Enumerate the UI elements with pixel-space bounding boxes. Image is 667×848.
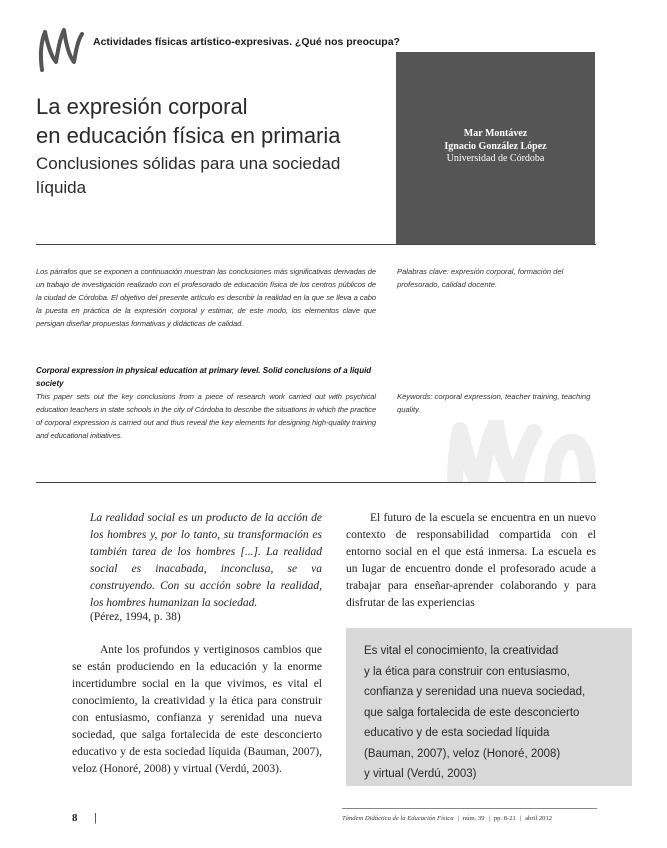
footer-sep: | [488, 815, 490, 822]
author-name-1: Mar Montávez [463, 128, 528, 139]
tandem-watermark-icon [440, 420, 600, 482]
article-subtitle: Conclusiones sólidas para una sociedad líquida [36, 154, 341, 197]
epigraph-quote: La realidad social es un producto de la acción de los hombres y, por lo tanto, su transformación es también tarea de los hombres [...]. La realidad social es inacabada, inconclusa, se va construyendo. Con su acción sobre la realidad, los hombres humanizan la sociedad. [90, 512, 322, 609]
footer-rule [342, 808, 597, 809]
footer-sep: | [519, 815, 522, 822]
divider [36, 244, 596, 245]
page-number-separator: | [94, 812, 97, 824]
abstract-english: This paper sets out the key conclusions from a piece of research work carried out with psychical education teachers in state schools in the city of Córdoba to describe the situations in which the practice of corporal expression is carried out and thus reveal the key elements for designing high-quality training and educational initiatives. [36, 392, 376, 440]
epigraph-source: (Pérez, 1994, p. 38) [90, 611, 181, 623]
section-title: Actividades físicas artístico-expresivas. ¿Qué nos preocupa? [93, 36, 400, 48]
divider [36, 482, 596, 483]
author-block [396, 128, 595, 166]
keywords-english: Keywords: corporal expression, teacher training, teaching quality. [397, 392, 591, 414]
body-paragraph-left: Ante los profundos y vertiginosos cambios que se están produciendo en la educación y la enorme incertidumbre social en la que vivimos, es vital el conocimiento, la creatividad y la ética para construir con entusiasmo, confianza y serenidad una nueva sociedad, que salga fortalecida de este desconcierto educativo y de esta sociedad líquida (Bauman, 2007), veloz (Honoré, 2008) y virtual (Verdú, 2003). [72, 644, 322, 775]
english-title: Corporal expression in physical education at primary level. Solid conclusions of a liquid society [36, 366, 372, 388]
footer-issue: núm. 39 [462, 815, 485, 822]
pull-quote-text: Es vital el conocimiento, la creatividad y la ética para construir con entusiasmo, confianza y serenidad una nueva sociedad, que salga fortalecida de este desconcierto educativo y de esta sociedad líquida (Bauman, 2007), veloz (Honoré, 2008) y virtual (Verdú, 2003) [364, 645, 586, 780]
keywords-spanish: Palabras clave: expresión corporal, formación del profesorado, calidad docente. [397, 267, 564, 289]
footer-pages: pp. 8-21 [493, 815, 516, 822]
author-name-2: Ignacio González López [444, 140, 547, 152]
tandem-logo-icon [36, 26, 88, 76]
author-affiliation: Universidad de Córdoba [446, 153, 545, 164]
page-number: 8 [72, 812, 78, 824]
article-title [36, 92, 376, 150]
abstract-spanish: Los párrafos que se exponen a continuación muestran las conclusiones más significativas derivadas de un trabajo de investigación realizado con el profesorado de educación física de los centros públicos de la ciudad de Córdoba. El objetivo del presente artículo es describir la realidad en la que se lleva a cabo la puesta en práctica de la expresión corporal y estimar, de este modo, los elementos clave que persigan diseñar propuestas formativas y didácticas de calidad. [36, 267, 376, 328]
footer-sep: | [457, 815, 459, 822]
footer-date: abril 2012 [525, 815, 553, 822]
footer-journal: Tàndem Didáctica de la Educación Física [342, 815, 454, 822]
article-title-line2: en educación física en primaria [36, 123, 341, 148]
article-title-line1: La expresión corporal [36, 94, 248, 119]
body-paragraph-right: El futuro de la escuela se encuentra en un nuevo contexto de responsabilidad compartida con el entorno social en el que está inmersa. La escuela es un lugar de encuentro donde el profesorado acude a trabajar para enseñar-aprender colaborando y para disfrutar de las experiencias [346, 512, 596, 609]
footer-citation [342, 815, 598, 822]
